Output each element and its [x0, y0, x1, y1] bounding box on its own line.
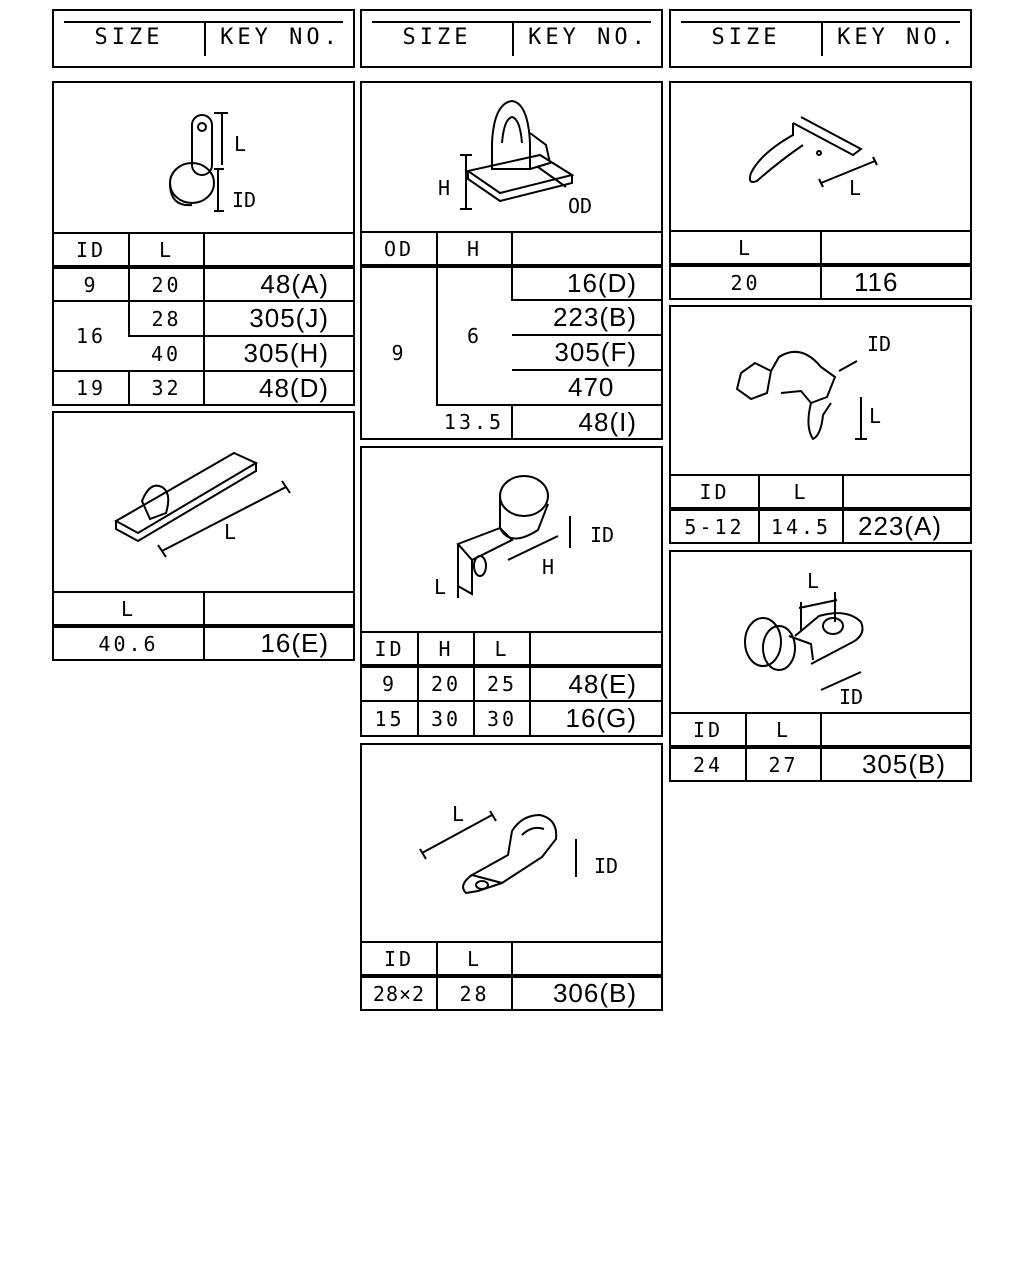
cell-id: 9 [362, 666, 418, 701]
col-header-key [530, 632, 661, 666]
col-header-id: ID [362, 942, 437, 976]
part-panel-hose-clip [669, 305, 972, 544]
part-panel-strip-clip [52, 411, 355, 661]
cell-key-no: 48(I) [512, 405, 661, 438]
cell-l: 20 [671, 265, 821, 298]
key-no-header: KEY NO. [837, 25, 958, 50]
cell-id: 9 [54, 267, 129, 301]
col-header-id: ID [671, 713, 746, 747]
col-header-key [512, 942, 661, 976]
col-header-key [821, 713, 970, 747]
dim-label-l: L [434, 575, 447, 599]
key-no-header: KEY NO. [220, 25, 341, 50]
cell-key-no: 16(E) [204, 626, 353, 659]
cell-id: 16 [54, 301, 129, 371]
dim-label-od: OD [568, 194, 593, 218]
part-drawing-grommet-clip [671, 552, 970, 716]
part-panel-p-clamp [52, 81, 355, 406]
cell-key-no: 48(D) [204, 371, 353, 404]
dim-label-id: ID [839, 685, 864, 709]
cell-id: 5-12 [671, 509, 759, 542]
dim-label-id: ID [594, 854, 619, 878]
size-table [54, 232, 353, 404]
cell-l: 32 [129, 371, 204, 404]
part-drawing-push-clip [362, 83, 661, 231]
cell-key-no: 48(E) [530, 666, 661, 701]
cell-id: 24 [671, 747, 746, 780]
dim-label-l: L [234, 132, 247, 156]
col-header-h: H [437, 232, 512, 266]
cell-h: 20 [418, 666, 474, 701]
col-header-l: L [671, 231, 821, 265]
dim-label-l: L [849, 176, 862, 200]
dim-label-id: ID [867, 332, 892, 356]
col-header-l: L [759, 475, 843, 509]
cell-h: 6 [437, 266, 512, 405]
col-header-key [843, 475, 970, 509]
dim-label-l: L [452, 802, 465, 826]
cell-key-no: 16(D) [512, 266, 661, 300]
cell-l: 30 [474, 701, 530, 735]
cell-key-no: 305(J) [204, 301, 353, 336]
col-header-l: L [474, 632, 530, 666]
cell-key-no: 16(G) [530, 701, 661, 735]
cell-h: 30 [418, 701, 474, 735]
cell-l: 27 [746, 747, 821, 780]
cell-id: 19 [54, 371, 129, 404]
col-header-l: L [437, 942, 512, 976]
col-header-l: L [54, 592, 204, 626]
part-drawing-hose-clip [671, 307, 970, 473]
part-panel-double-clamp [360, 743, 663, 1011]
cell-l: 14.5 [759, 509, 843, 542]
cell-l: 40.6 [54, 626, 204, 659]
part-panel-spring-clip [669, 81, 972, 300]
dim-label-l: L [224, 520, 237, 544]
col-header-key [204, 592, 353, 626]
dim-label-id: ID [232, 188, 257, 212]
cell-key-no: 48(A) [204, 267, 353, 301]
dim-label-id: ID [590, 523, 615, 547]
dim-label-l: L [869, 404, 882, 428]
size-table [671, 474, 970, 542]
col-header-l: L [746, 713, 821, 747]
col-header-key [821, 231, 970, 265]
cell-h: 13.5 [437, 405, 512, 438]
col-header-od: OD [362, 232, 437, 266]
cell-key-no: 305(H) [204, 336, 353, 371]
cell-l: 40 [129, 336, 204, 371]
cell-key-no: 306(B) [512, 976, 661, 1009]
dim-label-h: H [438, 176, 451, 200]
part-panel-push-clip [360, 81, 663, 440]
size-table [54, 591, 353, 659]
size-header: SIZE [402, 25, 472, 50]
col-header-key [204, 233, 353, 267]
size-header: SIZE [711, 25, 781, 50]
header-col-2 [360, 9, 663, 68]
size-table [362, 631, 661, 735]
cell-l: 28 [129, 301, 204, 336]
part-drawing-strip-clip [54, 413, 353, 593]
part-drawing-offset-clamp [362, 448, 661, 632]
cell-key-no: 305(F) [512, 335, 661, 370]
header-col-1 [52, 9, 355, 68]
cell-key-no: 223(B) [512, 300, 661, 335]
cell-key-no: 116 [821, 265, 970, 298]
part-drawing-spring-clip [671, 83, 970, 231]
col-header-id: ID [362, 632, 418, 666]
size-table [671, 712, 970, 780]
size-table [362, 941, 661, 1009]
size-table [362, 231, 661, 438]
col-header-id: ID [54, 233, 129, 267]
col-header-key [512, 232, 661, 266]
part-drawing-p-clamp [54, 83, 353, 231]
cell-key-no: 305(B) [821, 747, 970, 780]
cell-id: 28×2 [362, 976, 437, 1009]
cell-l: 20 [129, 267, 204, 301]
col-header-l: L [129, 233, 204, 267]
dim-label-h: H [542, 555, 555, 579]
cell-id: 15 [362, 701, 418, 735]
cell-key-no: 470 [512, 370, 661, 405]
size-header: SIZE [94, 25, 164, 50]
part-panel-grommet-clip [669, 550, 972, 782]
part-drawing-double-clamp [362, 745, 661, 941]
cell-l: 25 [474, 666, 530, 701]
col-header-h: H [418, 632, 474, 666]
key-no-header: KEY NO. [528, 25, 649, 50]
cell-key-no: 223(A) [843, 509, 970, 542]
col-header-id: ID [671, 475, 759, 509]
dim-label-l: L [807, 569, 820, 593]
size-table [671, 230, 970, 298]
header-col-3 [669, 9, 972, 68]
cell-od: 9 [362, 266, 437, 438]
cell-l: 28 [437, 976, 512, 1009]
part-panel-offset-clamp [360, 446, 663, 737]
